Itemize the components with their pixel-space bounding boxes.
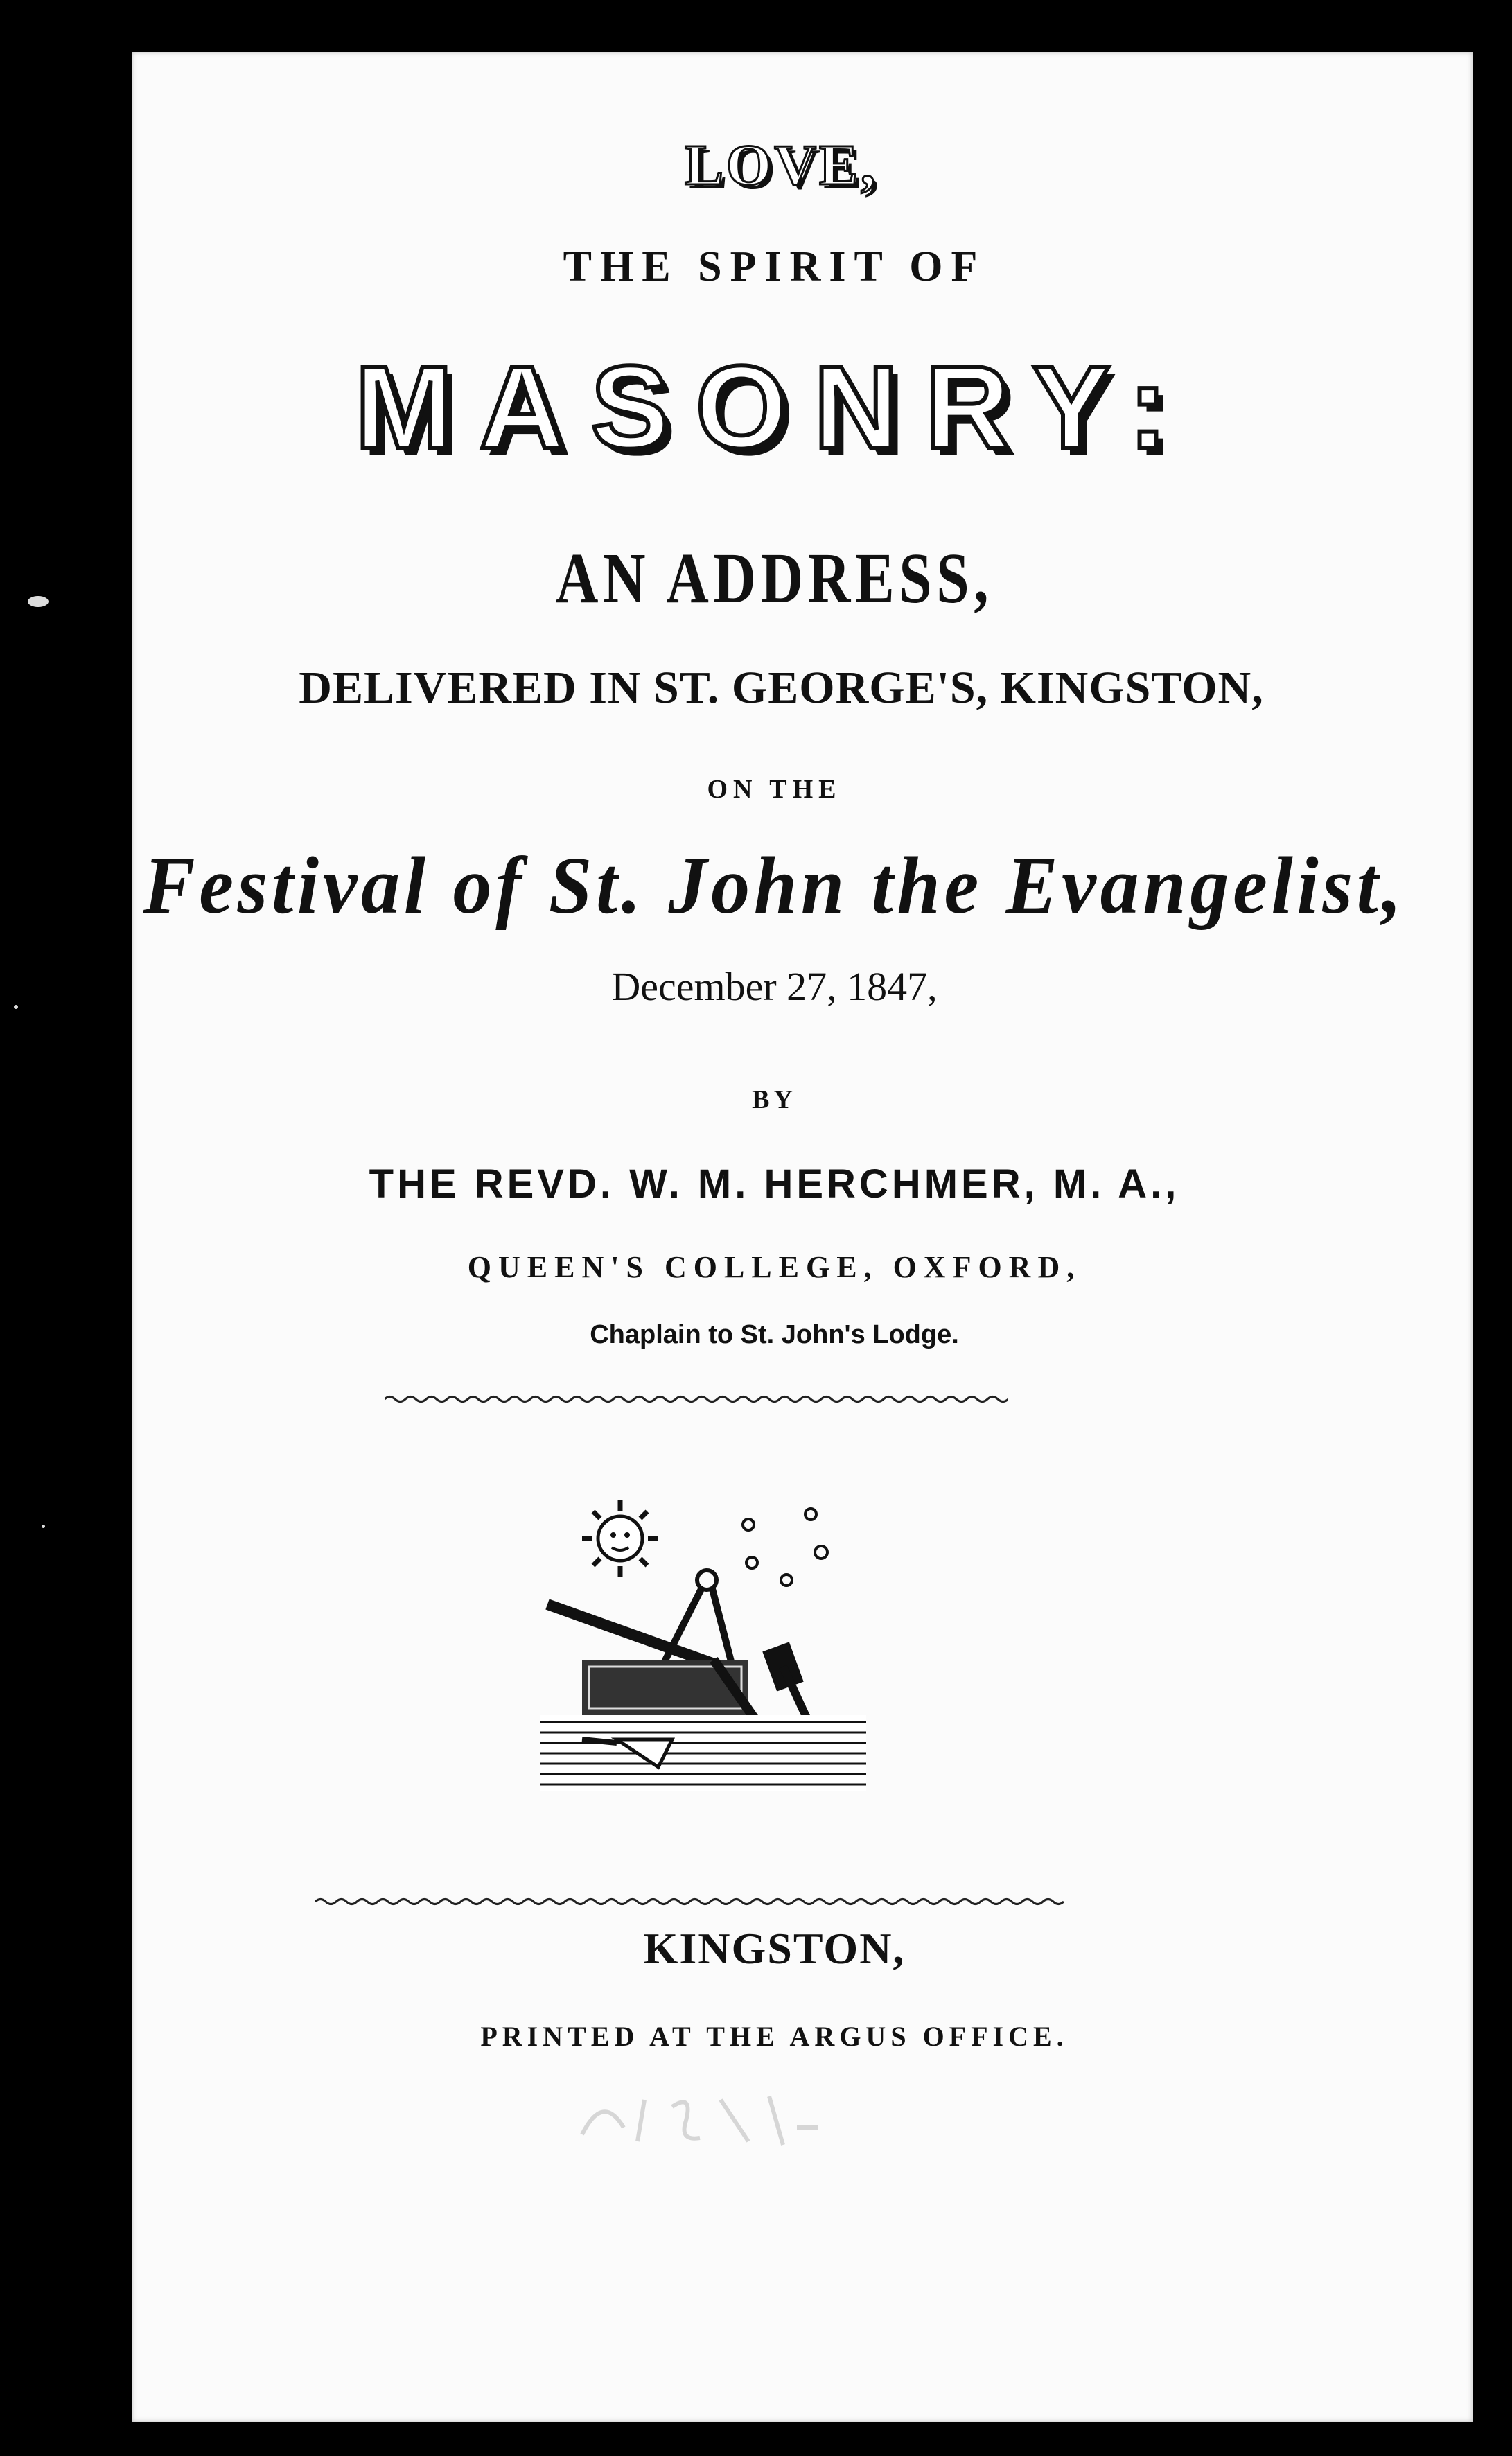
title-an-address: AN ADDRESS, bbox=[555, 538, 994, 618]
author-line: THE REVD. W. M. HERCHMER, M. A., bbox=[369, 1161, 1180, 1207]
title-masonry: MASONRY: bbox=[355, 342, 1194, 473]
chaplain-line: Chaplain to St. John's Lodge. bbox=[590, 1320, 959, 1349]
college-line: QUEEN'S COLLEGE, OXFORD, bbox=[467, 1250, 1082, 1284]
imprint-printer: PRINTED AT THE ARGUS OFFICE. bbox=[480, 2021, 1069, 2052]
sun-icon bbox=[582, 1500, 658, 1577]
masonic-tools-emblem-icon bbox=[540, 1493, 866, 1791]
title-the-spirit-of: THE SPIRIT OF bbox=[563, 243, 986, 290]
margin-speck bbox=[28, 596, 49, 607]
title-page bbox=[132, 52, 1473, 2422]
on-the-line: ON THE bbox=[707, 775, 842, 804]
title-love: LOVE, bbox=[684, 133, 879, 198]
by-line: BY bbox=[752, 1085, 797, 1114]
pencil-mark-icon bbox=[575, 2079, 825, 2155]
imprint-place: KINGSTON, bbox=[643, 1924, 906, 1973]
festival-line: Festival of St. John the Evangelist, bbox=[143, 840, 1406, 931]
moon-and-stars-icon bbox=[743, 1509, 827, 1586]
wavy-rule-bottom bbox=[315, 1895, 1064, 1908]
date-line: December 27, 1847, bbox=[611, 964, 938, 1009]
margin-speck bbox=[14, 1005, 18, 1009]
delivered-line: DELIVERED IN ST. GEORGE'S, KINGSTON, bbox=[299, 663, 1264, 713]
margin-speck bbox=[42, 1525, 45, 1528]
wavy-rule-top bbox=[385, 1393, 1008, 1405]
